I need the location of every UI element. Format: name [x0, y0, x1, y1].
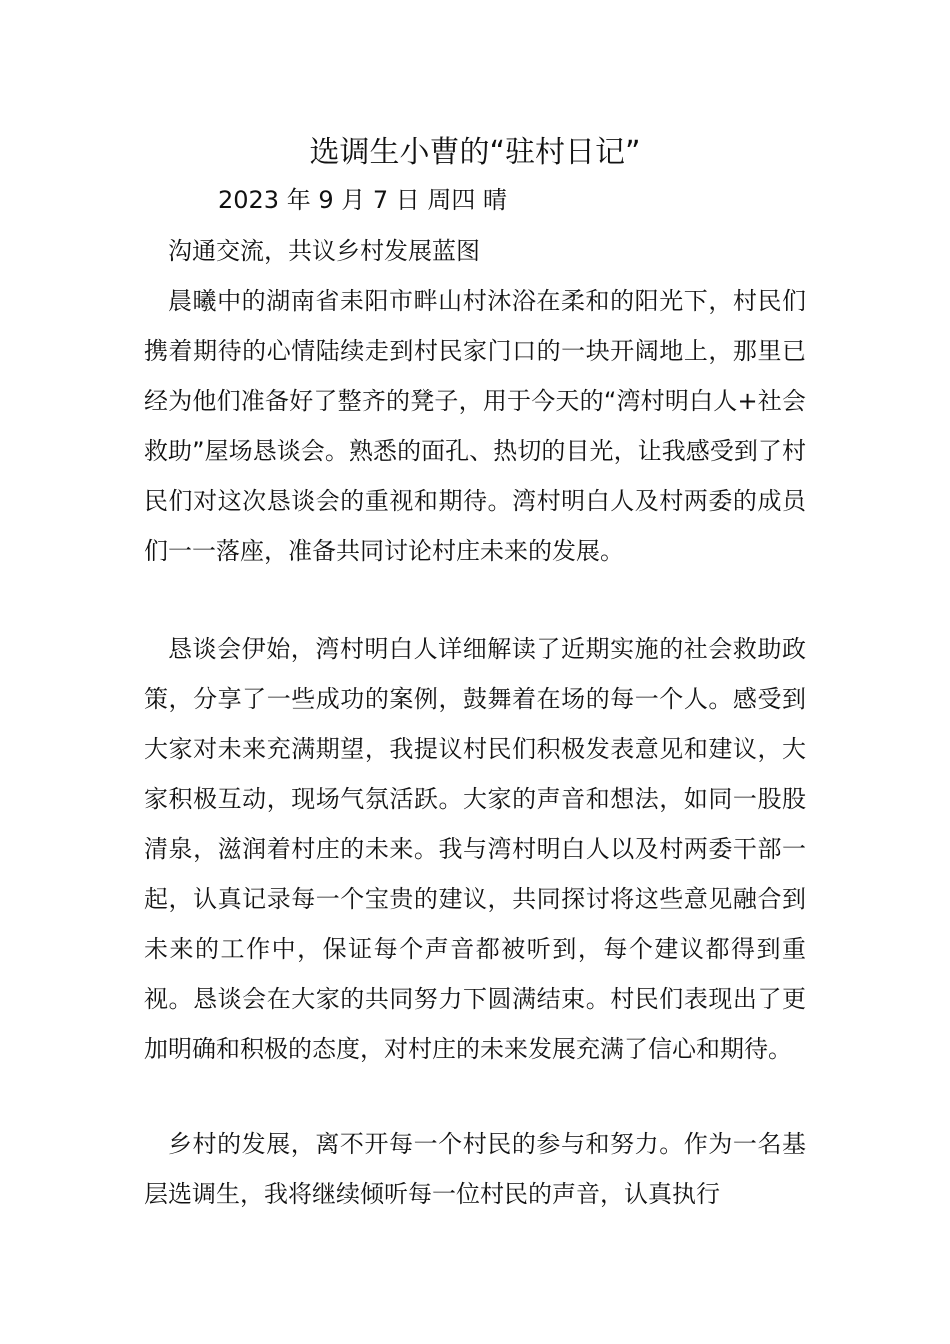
- paragraph-3: 乡村的发展，离不开每一个村民的参与和努力。作为一名基层选调生，我将继续倾听每一位村民的声音，认真执行: [144, 1130, 806, 1208]
- date-line: 2023 年 9 月 7 日 周四 晴: [218, 186, 508, 214]
- paragraph-1: 晨曦中的湖南省耒阳市畔山村沐浴在柔和的阳光下，村民们携着期待的心情陆续走到村民家门口的一块开阔地上，那里已经为他们准备好了整齐的凳子，用于今天的“湾村明白人+社会救助”屋场恳谈会。熟悉的面孔、热切的目光，让我感受到了村民们对这次恳谈会的重视和期待。湾村明白人及村两委的成员们一一落座，准备共同讨论村庄未来的发展。: [144, 287, 806, 565]
- section-heading: 沟通交流，共议乡村发展蓝图: [168, 237, 480, 265]
- document-title: 选调生小曹的“驻村日记”: [309, 135, 641, 170]
- paragraph-2: 恳谈会伊始，湾村明白人详细解读了近期实施的社会救助政策，分享了一些成功的案例，鼓舞着在场的每一个人。感受到大家对未来充满期望，我提议村民们积极发表意见和建议，大家积极互动，现场气氛活跃。大家的声音和想法，如同一股股清泉，滋润着村庄的未来。我与湾村明白人以及村两委干部一起，认真记录每一个宝贵的建议，共同探讨将这些意见融合到未来的工作中，保证每个声音都被听到，每个建议都得到重视。恳谈会在大家的共同努力下圆满结束。村民们表现出了更加明确和积极的态度，对村庄的未来发展充满了信心和期待。: [144, 635, 806, 1063]
